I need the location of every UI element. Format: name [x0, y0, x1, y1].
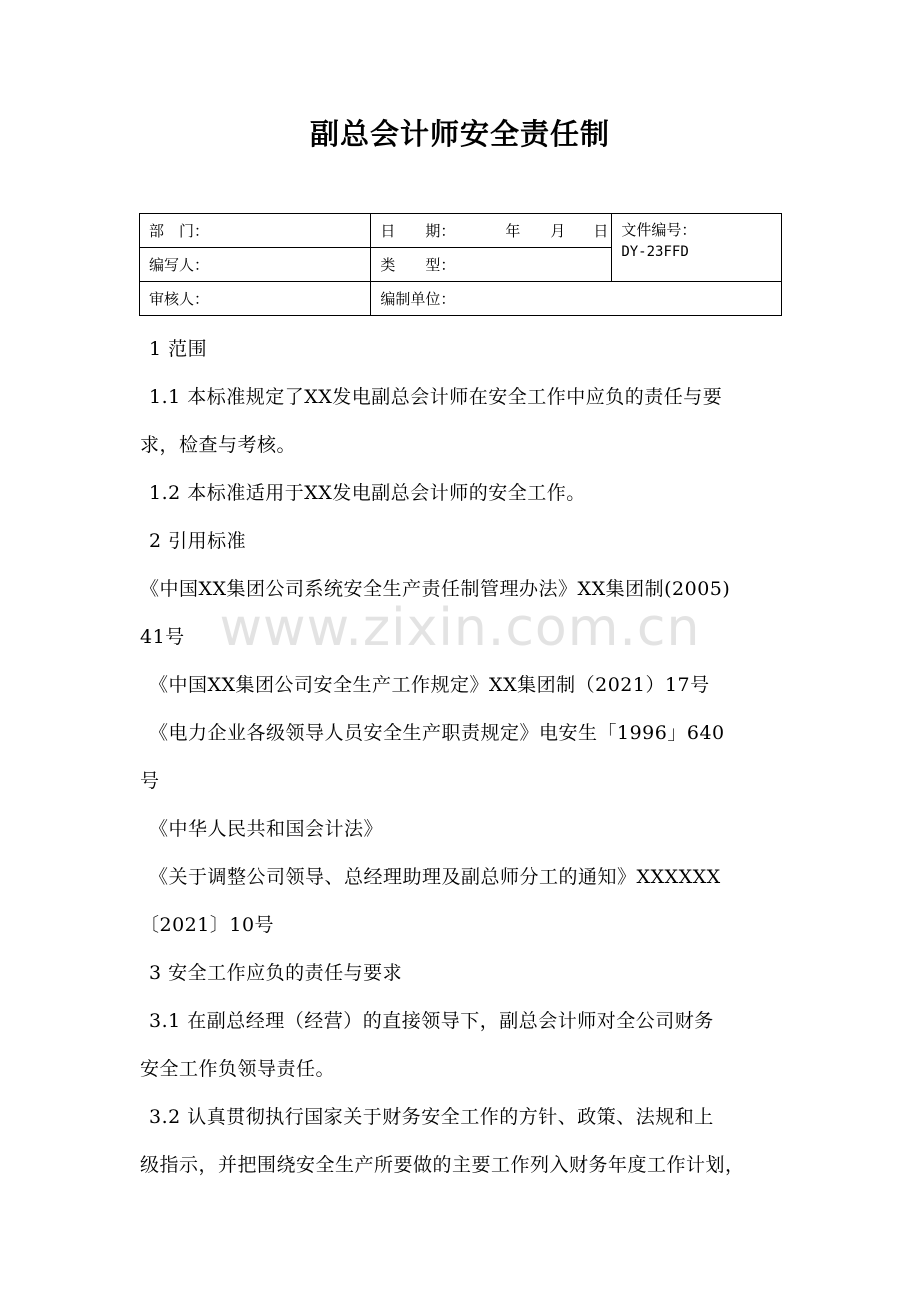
- body-line: 〔2021〕10号: [140, 914, 275, 936]
- date-month-label: 月: [550, 222, 566, 240]
- body-line: 3.2 认真贯彻执行国家关于财务安全工作的方针、政策、法规和上: [149, 1106, 714, 1128]
- body-line: 《中华人民共和国会计法》: [149, 818, 384, 840]
- body-line: 《中国XX集团公司安全生产工作规定》XX集团制（2021）17号: [149, 674, 710, 696]
- date-year-label: 年: [505, 222, 521, 240]
- unit-cell: [371, 282, 782, 316]
- body-line: 1.1 本标准规定了XX发电副总会计师在安全工作中应负的责任与要: [149, 386, 723, 408]
- type-label: 类 型：: [380, 256, 456, 274]
- body-line: 2 引用标准: [149, 530, 247, 552]
- watermark: www.zixin.com.cn: [219, 598, 701, 658]
- body-line: 3 安全工作应负的责任与要求: [149, 962, 403, 984]
- reviewer-label: 审核人：: [149, 290, 210, 308]
- body-line: 《关于调整公司领导、总经理助理及副总师分工的通知》XXXXXX: [149, 866, 721, 888]
- document-body: [140, 325, 790, 1189]
- author-cell: [140, 248, 371, 282]
- info-row-3: [140, 282, 782, 316]
- body-line: 级指示，并把围绕安全生产所要做的主要工作列入财务年度工作计划，: [140, 1154, 745, 1176]
- file-number-cell: [612, 214, 782, 282]
- unit-label: 编制单位：: [380, 290, 456, 308]
- department-label: 部 门：: [149, 222, 210, 240]
- body-line: 1 范围: [149, 338, 208, 360]
- info-row-1: [140, 214, 782, 248]
- date-cell: [371, 214, 612, 248]
- body-line: 《电力企业各级领导人员安全生产职责规定》电安生「1996」640: [149, 722, 725, 744]
- body-line: 求，检查与考核。: [140, 434, 297, 456]
- body-line: 41号: [140, 626, 185, 648]
- reviewer-cell: [140, 282, 371, 316]
- body-line: 安全工作负领导责任。: [140, 1058, 336, 1080]
- body-line: 《中国XX集团公司系统安全生产责任制管理办法》XX集团制(2005): [140, 578, 731, 600]
- file-number-label: 文件编号：: [621, 221, 697, 239]
- date-label: 日 期：: [380, 222, 456, 240]
- body-line: 号: [140, 770, 160, 792]
- document-title: 副总会计师安全责任制: [309, 117, 610, 151]
- document-info-table: [139, 213, 782, 316]
- body-line: 1.2 本标准适用于XX发电副总会计师的安全工作。: [149, 482, 586, 504]
- date-day-label: 日: [593, 222, 609, 240]
- type-cell: [371, 248, 612, 282]
- file-number-value: DY-23FFD: [621, 244, 689, 260]
- author-label: 编写人：: [149, 256, 210, 274]
- department-cell: [140, 214, 371, 248]
- body-line: 3.1 在副总经理（经营）的直接领导下，副总会计师对全公司财务: [149, 1010, 714, 1032]
